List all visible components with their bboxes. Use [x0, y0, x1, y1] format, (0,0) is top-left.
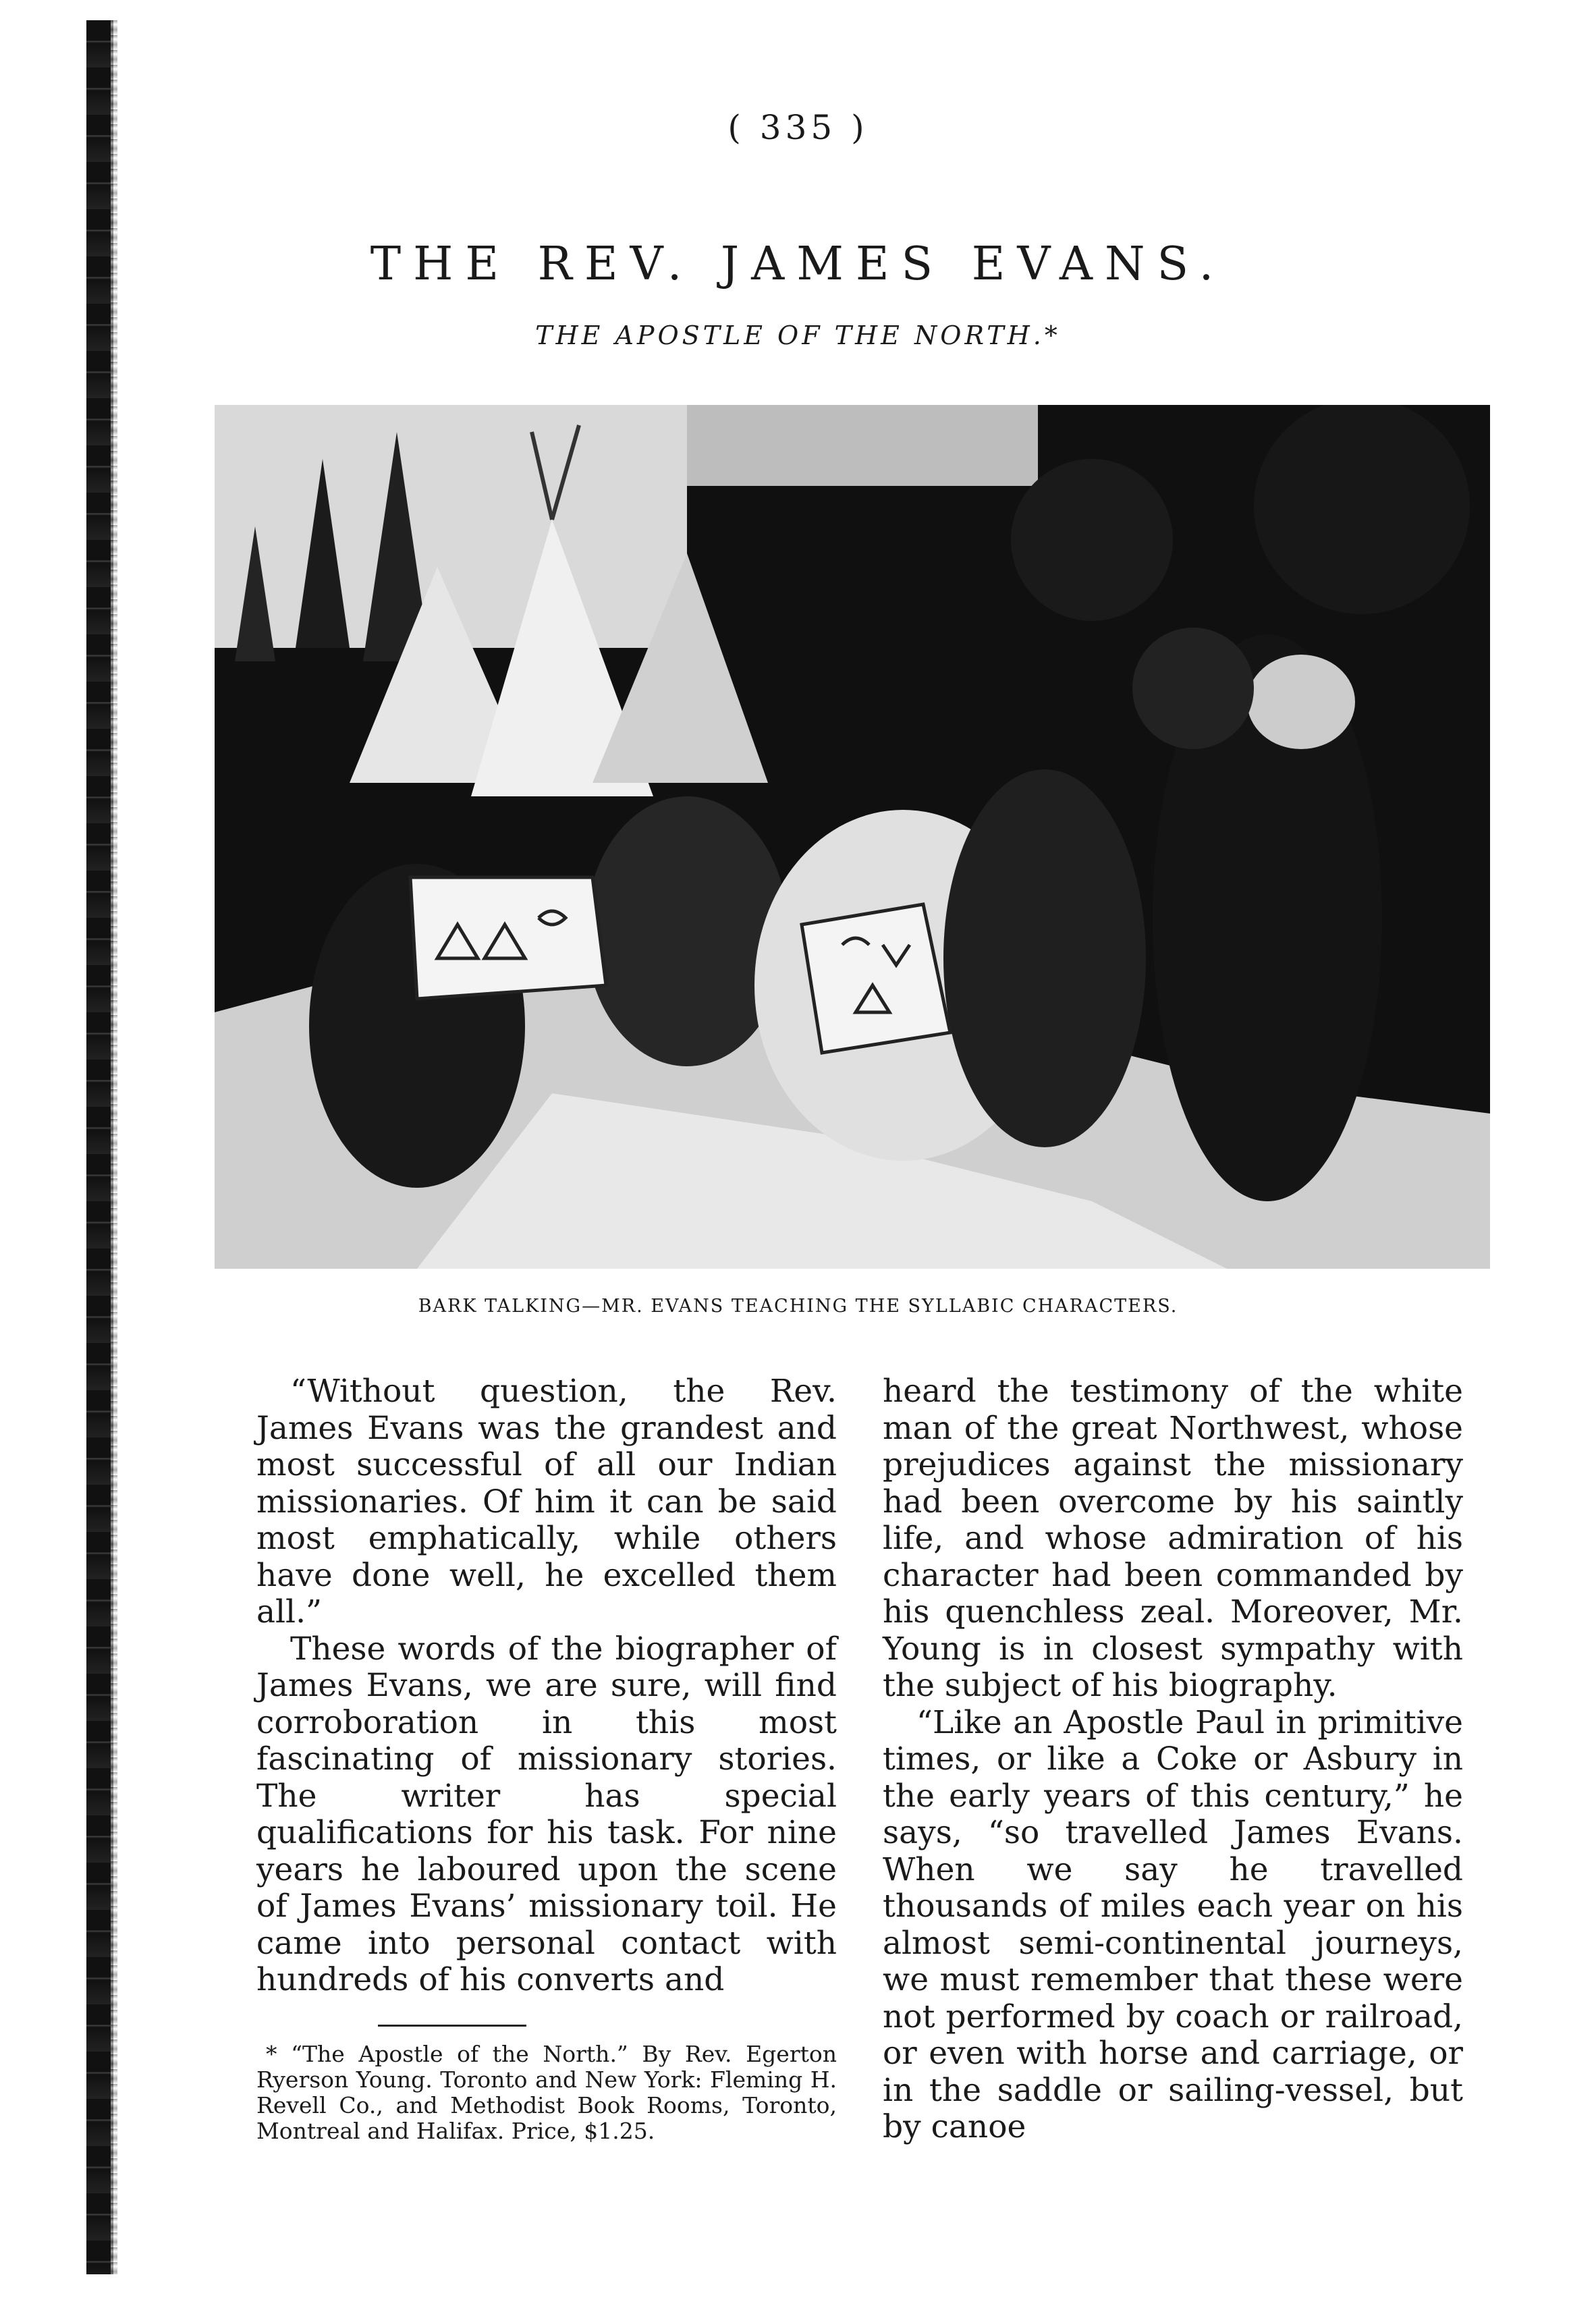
left-paragraph-2: These words of the biographer of James Evans, we are sure, will find corroboration in this most fascinating of missionary stories. The writer has special qualifications for his task. For nine years he laboured upon the scene of James Evans’ missionary toil. He came into personal contact with hundreds of his converts and: [256, 1630, 837, 1998]
footnote: [256, 2041, 837, 2144]
left-paragraph-1: “Without question, the Rev. James Evans was the grandest and most successful of all our Indian missionaries. Of him it can be said most emphatically, while others have done well, he excelled them all.”: [256, 1373, 837, 1630]
illustration-caption: BARK TALKING—MR. EVANS TEACHING THE SYLLABIC CHARACTERS.: [418, 1296, 1178, 1317]
article-subtitle: THE APOSTLE OF THE NORTH.*: [535, 321, 1061, 350]
engraving-illustration: [215, 405, 1490, 1269]
article-title: THE REV. JAMES EVANS.: [370, 238, 1226, 291]
left-text-column: [256, 1373, 837, 1999]
right-text-column: [883, 1373, 1463, 2146]
page-number: ( 335 ): [727, 108, 869, 147]
page-binding-edge: [86, 20, 113, 2274]
right-paragraph-1: heard the testimony of the white man of the great Northwest, whose prejudices against the missionary had been overcome by his saintly life, and whose admiration of his character had been commanded by his quenchless zeal. Moreover, Mr. Young is in closest sympathy with the subject of his biography.: [883, 1373, 1463, 1704]
right-paragraph-2: “Like an Apostle Paul in primitive times, or like a Coke or Asbury in the early years of this century,” he says, “so travelled James Evans. When we say he travelled thousands of miles each year on his almost semi-continental journeys, we must remember that these were not performed by coach or railroad, or even with horse and carriage, or in the saddle or sailing-vessel, but by canoe: [883, 1703, 1463, 2145]
footnote-text: * “The Apostle of the North.” By Rev. Egerton Ryerson Young. Toronto and New York: Fleming H. Revell Co., and Methodist Book Rooms, Toronto, Montreal and Halifax. Price, $1.25.: [256, 2041, 837, 2144]
footnote-divider: [378, 2025, 526, 2027]
bark-talking-engraving: [215, 405, 1490, 1269]
